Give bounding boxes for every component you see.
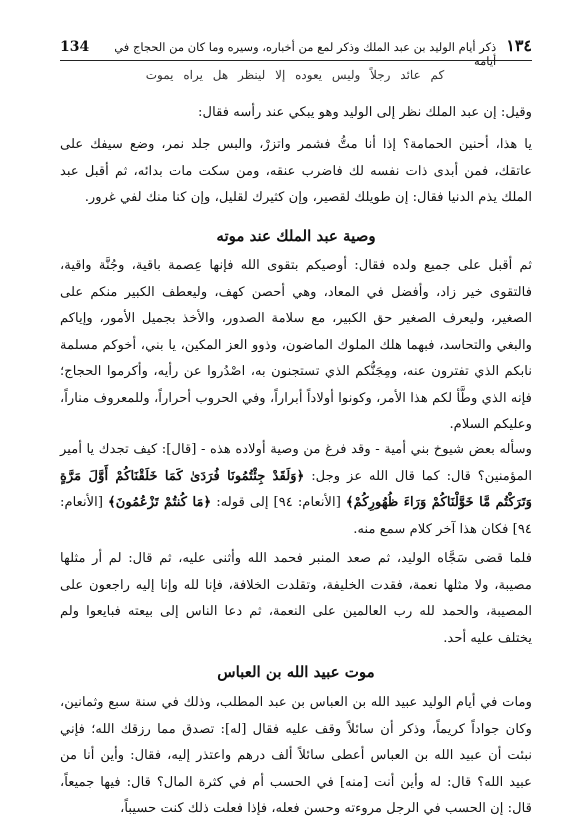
page-number: 134 <box>60 39 90 55</box>
poetry-verse: كم عائد رجلاً وليس يعوده إلا لينظر هل يراه يموت <box>145 68 445 82</box>
section-title-will: وصية عبد الملك عند موته <box>216 227 376 245</box>
paragraph-intro: وقيل: إن عبد الملك نظر إلى الوليد وهو يبكي عند رأسه فقال: <box>198 105 532 120</box>
quran-verse: ﴿مَا كُنتُمْ تَزْعُمُونَ﴾ <box>108 495 212 510</box>
paragraph-last-words <box>60 437 532 543</box>
text-run: [الأنعام: ٩٤] فكان هذا آخر كلام سمع منه. <box>60 495 532 537</box>
running-header <box>60 36 532 68</box>
quran-verse: ﴿وَلَقَدْ جِئْتُمُونَا فُرَدَىٰ كَمَا خَلَقْنَاكُمْ أَوَّلَ مَرَّةٍ وَتَرَكْتُم مَّا خَوَّلْنَاكُمْ وَرَاءَ ظُهُورِكُمْ﴾ <box>60 468 533 510</box>
text-run: وسأله بعض شيوخ بني أمية - وقد فرغ من وصية أولاده هذه - [قال]: كيف تجدك يا أمير المؤمنين؟ قال: كما قال الله عز وجل: <box>60 442 532 484</box>
paragraph-speech: يا هذا، أحنين الحمامة؟ إذا أنا متُّ فشمر واتزرْ، والبس جلد نمر، وضع سيفك على عاتقك، فمن أبدى ذات نفسه لك فاضرب عنقه، ومن سكت مات بدائه، ثم أقبل عبد الملك يذم الدنيا فقال: إن طويلك لقصير، وإن كثيرك لقليل، وإن كنا منك لفي غرور. <box>60 137 532 205</box>
paragraph-death: ومات في أيام الوليد عبيد الله بن العباس بن عبد المطلب، وذلك في سنة سبع وثمانين، وكان جواداً كريماً، وذكر أن سائلاً وقف عليه فقال [له]: تصدق مما رزقك الله؛ فإني نبئت أن عبيد الله بن العباس أعطى سائلاً ألف درهم واعتذر إليه، فقال: وأين أنا من عبيد الله؟ قال: له وأين أنت [منه] في الحسب أم في كثرة المال؟ قال: فيها جميعاً، قال: إن الحسب في الرجل مروءته وحسن فعله، فإذا فعلت ذلك كنت حسيباً، <box>60 695 532 816</box>
paragraph-succession: فلما قضى سَجَّاه الوليد، ثم صعد المنبر فحمد الله وأثنى عليه، ثم قال: لم أر مثلها مصيبة، ولا مثلها نعمة، فقدت الخليفة، وتقلدت الخلافة، فإنا لله وإنا إليه راجعون على المصيبة، والحمد لله رب العالمين على النعمة، ثم دعا الناس إلى بيعته فبايعوا ولم يختلف عليه أحد. <box>60 551 532 646</box>
header-rule <box>60 60 532 61</box>
running-title: ذكر أيام الوليد بن عبد الملك وذكر لمع من أخباره، وسيره وما كان من الحجاج في أيامه <box>114 40 497 68</box>
page-number-arabic: ١٣٤ <box>506 36 532 55</box>
section-title-death: موت عبيد الله بن العباس <box>217 663 375 681</box>
paragraph-will: ثم أقبل على جميع ولده فقال: أوصيكم بتقوى الله فإنها عِصمة باقية، وجُنَّة واقية، فالتقوى خير زاد، وأفضل في المعاد، وهي أحصن كهف، وليعطف الكبير منكم على الصغير، وليعرف الصغير حق الكبير، مع سلامة الصدور، والأخذ بجميل الأمور، وإياكم والبغي والتحاسد، فبهما هلك الملوك الماضون، وذوو العز المكين، يا بني، أخوكم مسلمة نابكم الذي تفترون عنه، ومِجَنُّكم الذي تستجنون به، اصْدُروا عن رأيه، وأكرموا الحجاج؛ فإنه الذي وطَّأ لكم هذا الأمر، وكونوا أولاداً أبراراً، وفي الحروب أحراراً، وللمعروف مناراً، وعليكم السلام. <box>60 258 532 432</box>
text-run: [الأنعام: ٩٤] إلى قوله: <box>216 495 341 510</box>
